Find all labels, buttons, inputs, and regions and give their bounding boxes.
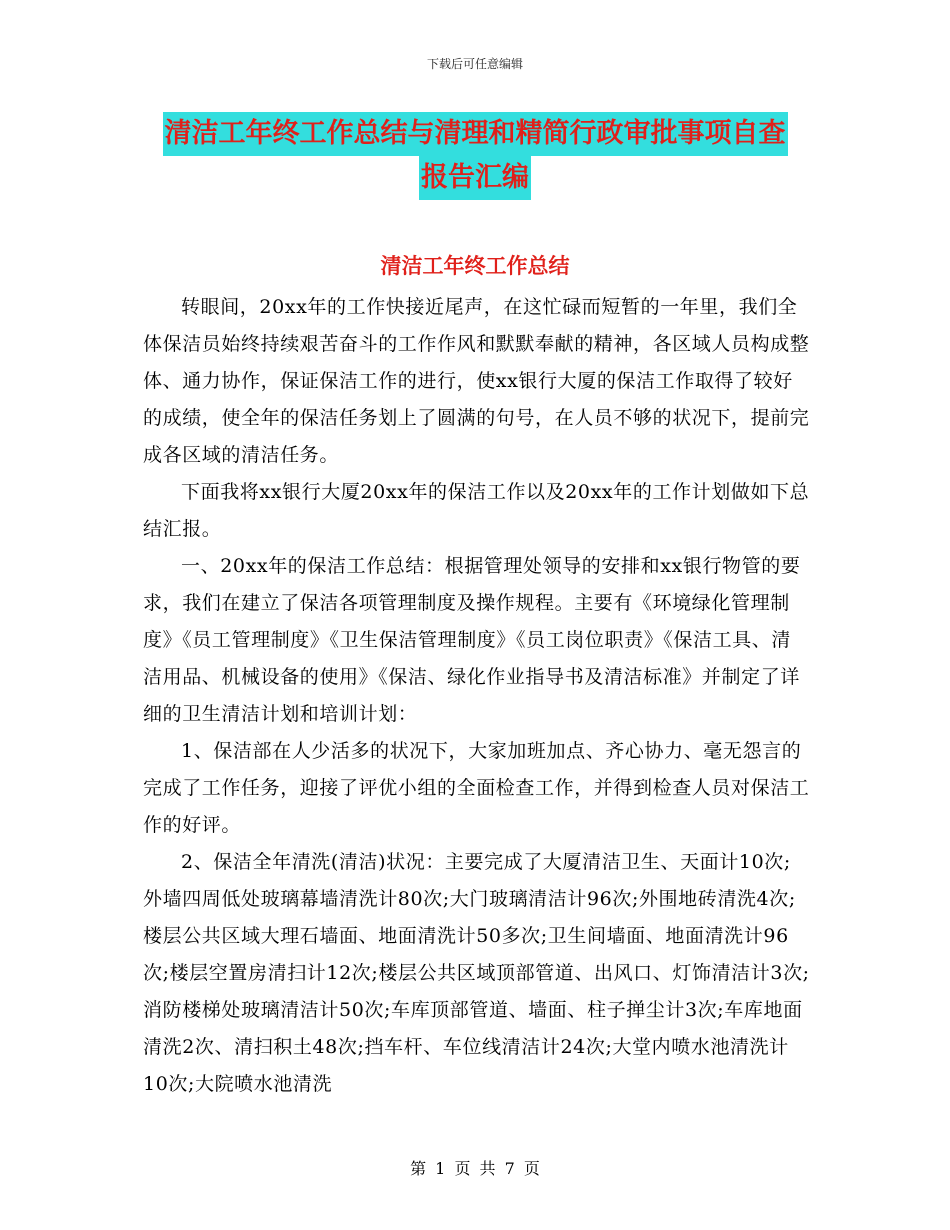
page-header: 下载后可任意编辑: [426, 57, 523, 71]
section-title: 清洁工年终工作总结: [380, 254, 570, 278]
paragraph-report-plan: 下面我将xx银行大厦20xx年的保洁工作以及20xx年的工作计划做如下总结汇报。: [143, 481, 810, 540]
paragraph-item-one: 1、保洁部在人少活多的状况下，大家加班加点、齐心协力、毫无怨言的完成了工作任务，迎接了评优小组的全面检查工作，并得到检查人员对保洁工作的好评。: [143, 740, 810, 836]
paragraph-intro: 转眼间，20xx年的工作快接近尾声，在这忙碌而短暂的一年里，我们全体保洁员始终持续艰苦奋斗的工作作风和默默奉献的精神，各区域人员构成整体、通力协作，保证保洁工作的进行，使xx银行大厦的保洁工作取得了较好的成绩，使全年的保洁任务划上了圆满的句号，在人员不够的状况下，提前完成各区域的清洁任务。: [143, 296, 810, 466]
body-text: [143, 289, 810, 1103]
paragraph-section-one: 一、20xx年的保洁工作总结：根据管理处领导的安排和xx银行物管的要求，我们在建立了保洁各项管理制度及操作规程。主要有《环境绿化管理制度》《员工管理制度》《卫生保洁管理制度》《员工岗位职责》《保洁工具、清洁用品、机械设备的使用》《保洁、绿化作业指导书及清洁标准》并制定了详细的卫生清洁计划和培训计划：: [143, 555, 801, 725]
document-title-line-1: 清洁工年终工作总结与清理和精简行政审批事项自查: [163, 112, 788, 156]
paragraph-item-two: 2、保洁全年清洗(清洁)状况：主要完成了大厦清洁卫生、天面计10次;外墙四周低处玻璃幕墙清洗计80次;大门玻璃清洁计96次;外围地砖清洗4次;楼层公共区域大理石墙面、地面清洗计50多次;卫生间墙面、地面清洗计96次;楼层空置房清扫计12次;楼层公共区域顶部管道、出风口、灯饰清洁计3次;消防楼梯处玻璃清洁计50次;车库顶部管道、墙面、柱子掸尘计3次;车库地面清洗2次、清扫积土48次;挡车杆、车位线清洁计24次;大堂内喷水池清洗计10次;大院喷水池清洗: [143, 851, 810, 1095]
page-footer: 第 1 页 共 7 页: [410, 1159, 540, 1178]
document-title-line-2: 报告汇编: [419, 156, 531, 200]
document-title: [0, 112, 950, 200]
